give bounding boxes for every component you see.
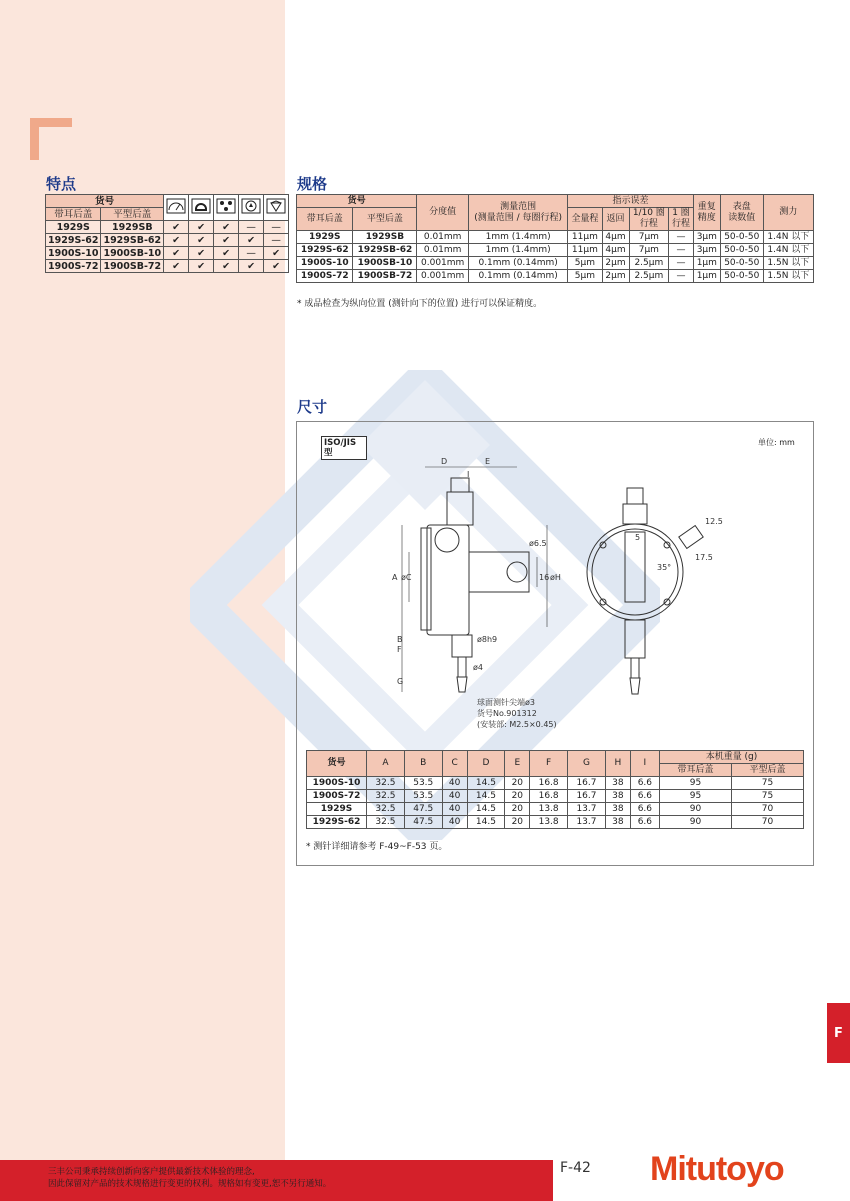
dimension-drawing — [297, 422, 813, 742]
table-row: 1929S 32.5 47.5 40 14.5 20 13.8 13.7 38 6.6 90 70 — [307, 803, 804, 816]
table-row: 1929S-62 32.5 47.5 40 14.5 20 13.8 13.7 38 6.6 90 70 — [307, 816, 804, 829]
features-title: 特点 — [46, 175, 77, 193]
svg-text:17.5: 17.5 — [695, 553, 713, 562]
svg-text:5: 5 — [635, 533, 641, 542]
unit-label: 单位: mm — [758, 438, 795, 447]
svg-text:ø8h9: ø8h9 — [477, 635, 498, 644]
svg-text:E: E — [485, 457, 491, 466]
spec-table: 货号 分度值 测量范围 (测量范围 / 每圈行程) 指示误差 重复 精度 表盘 读数值 测力 带耳后盖 平型后盖 全量程 返回 1/10 圈 行程 1 圈 行程 1929S 1929SB 0.01mm 1mm (1.4mm) 11μm 4μm 7μm — 3μm 50-0-50 1.4N 以下 1929S-62 1929SB-62 0.01mm 1mm (1.4mm) 11μm 4μm 7μm — 3μm 50-0-50 1.4N 以下 1900S-10 1900SB-10 0.001mm 0.1mm (0.14mm) 5μm 2μm 2.5μm — 1μm 50-0-50 1.5N 以下 1900S-72 1900SB-72 0.001mm 0.1mm (0.14mm) 5μm 2μm 2.5μm — 1μm 50-0-50 1.5N 以下 — [296, 194, 814, 283]
table-row: 1929S 1929SB 0.01mm 1mm (1.4mm) 11μm 4μm 7μm — 3μm 50-0-50 1.4N 以下 — [297, 231, 814, 244]
svg-text:A: A — [392, 573, 398, 582]
svg-text:B: B — [397, 635, 403, 644]
svg-text:球面测针尖端ø3: 球面测针尖端ø3 — [477, 698, 535, 707]
dust-proof-icon — [239, 195, 264, 221]
dimension-table: 货号 A B C D E F G H I 本机重量 (g) 带耳后盖 平型后盖 1900S-10 32.5 53.5 40 14.5 20 16.8 16.7 38 6.6 95 75 1900S-72 32.5 53.5 40 14.5 20 16.8 16.7 38 6.6 95 75 1929S 32.5 47.5 40 14.5 20 13.8 13.7 38 6.6 90 70 1929S-62 32.5 47.5 40 14.5 20 13.8 13.7 38 6.6 90 70 — [306, 750, 804, 829]
dims-title: 尺寸 — [297, 398, 328, 416]
features-table — [45, 194, 289, 273]
table-row: 1900S-72 32.5 53.5 40 14.5 20 16.8 16.7 38 6.6 95 75 — [307, 790, 804, 803]
svg-text:35°: 35° — [657, 563, 672, 572]
type-label: ISO/JIS 型 — [321, 436, 367, 460]
svg-text:ø6.5: ø6.5 — [529, 539, 547, 548]
diamond-icon — [264, 195, 289, 221]
footer-text: 三丰公司秉承持续创新向客户提供最新技术体验的理念, 因此保留对产品的技术规格进行变更的权利。规格如有变更,恕不另行通知。 — [48, 1167, 332, 1189]
features-header-ear: 带耳后盖 — [46, 208, 101, 221]
svg-text:16: 16 — [539, 573, 550, 582]
spec-note: * 成品检查为纵向位置 (测针向下的位置) 进行可以保证精度。 — [297, 299, 543, 309]
spec-title: 规格 — [297, 175, 328, 193]
dims-note: * 测针详细请参考 F-49~F-53 页。 — [306, 842, 448, 852]
large-dial-icon — [164, 195, 189, 221]
svg-text:ø4: ø4 — [473, 663, 483, 672]
rotating-bezel-icon — [214, 195, 239, 221]
svg-text:øC: øC — [401, 573, 412, 582]
svg-text:øH: øH — [550, 573, 561, 582]
table-row: 1900S-10 1900SB-10 ✔ ✔ ✔ — ✔ — [46, 247, 289, 260]
svg-text:D: D — [441, 457, 448, 466]
table-row: 1900S-10 1900SB-10 0.001mm 0.1mm (0.14mm) 5μm 2μm 2.5μm — 1μm 50-0-50 1.5N 以下 — [297, 257, 814, 270]
table-row: 1929S 1929SB ✔ ✔ ✔ — — — [46, 221, 289, 234]
svg-text:I: I — [467, 470, 470, 479]
table-row: 1900S-72 1900SB-72 ✔ ✔ ✔ ✔ ✔ — [46, 260, 289, 273]
svg-text:F: F — [397, 645, 402, 654]
svg-text:G: G — [397, 677, 404, 686]
page-number: F-42 — [560, 1160, 591, 1176]
section-tab: F — [827, 1003, 850, 1063]
table-row: 1929S-62 1929SB-62 0.01mm 1mm (1.4mm) 11μm 4μm 7μm — 3μm 50-0-50 1.4N 以下 — [297, 244, 814, 257]
features-header-part: 货号 — [46, 195, 164, 208]
table-row: 1900S-10 32.5 53.5 40 14.5 20 16.8 16.7 38 6.6 95 75 — [307, 777, 804, 790]
table-row: 1900S-72 1900SB-72 0.001mm 0.1mm (0.14mm) 5μm 2μm 2.5μm — 1μm 50-0-50 1.5N 以下 — [297, 270, 814, 283]
table-row: 1929S-62 1929SB-62 ✔ ✔ ✔ ✔ — — [46, 234, 289, 247]
mitutoyo-logo: Mitutoyo — [650, 1150, 784, 1188]
svg-text:12.5: 12.5 — [705, 517, 723, 526]
corner-mark — [30, 118, 72, 160]
features-header-flat: 平型后盖 — [101, 208, 164, 221]
shock-proof-icon — [189, 195, 214, 221]
svg-text:货号No.901312: 货号No.901312 — [477, 709, 537, 718]
svg-text:(安装部: M2.5×0.45): (安装部: M2.5×0.45) — [477, 720, 557, 729]
